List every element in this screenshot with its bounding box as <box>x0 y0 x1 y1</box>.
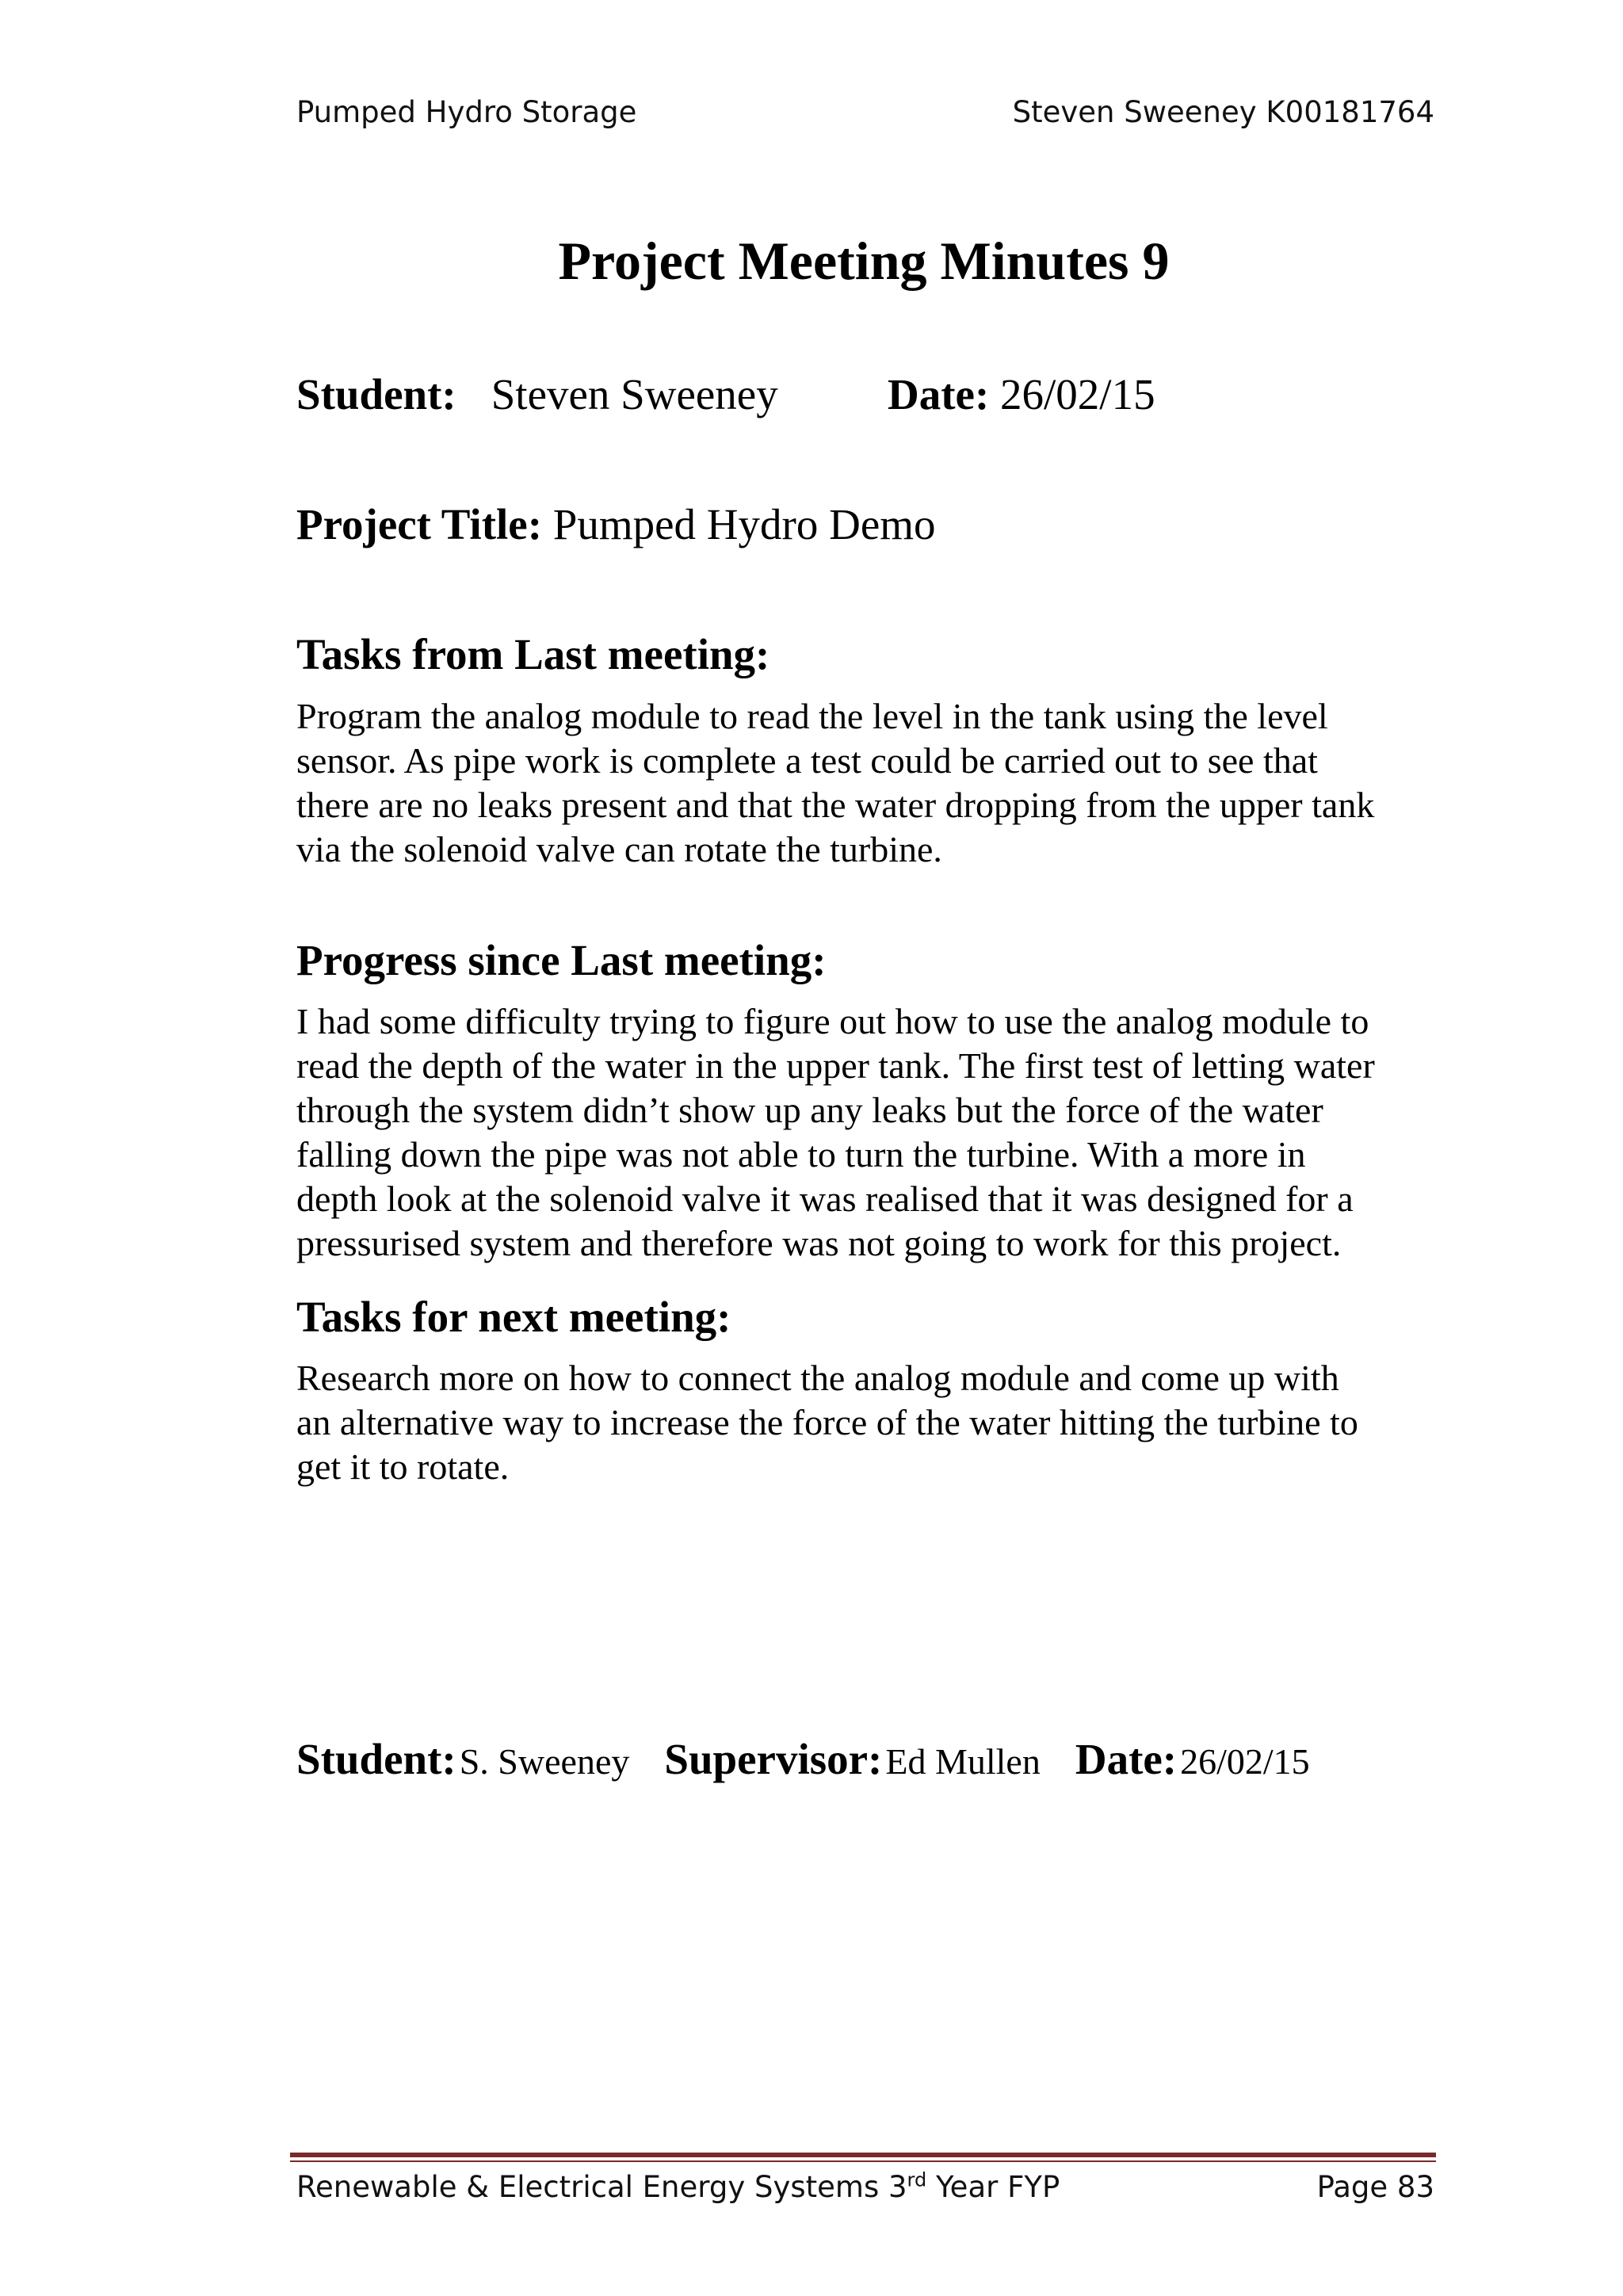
paragraph-line: read the depth of the water in the upper tank. The first test of letting water <box>296 1045 1375 1086</box>
student-date-line <box>296 369 1155 419</box>
tasks-last-heading: Tasks from Last meeting: <box>296 630 770 678</box>
footer-course-text: Renewable & Electrical Energy Systems 3 <box>296 2170 907 2204</box>
signoff-date-value: 26/02/15 <box>1180 1741 1310 1782</box>
paragraph-line: depth look at the solenoid valve it was realised that it was designed for a <box>296 1179 1354 1219</box>
running-header-right: Steven Sweeney K00181764 <box>1012 95 1434 129</box>
paragraph-line: I had some difficulty trying to figure out how to use the analog module to <box>296 1001 1369 1041</box>
signoff-line <box>296 1734 1310 1784</box>
footer-rule-thin <box>290 2160 1436 2162</box>
signoff-supervisor-label: Supervisor: <box>664 1735 883 1783</box>
progress-heading: Progress since Last meeting: <box>296 936 827 984</box>
running-header-left: Pumped Hydro Storage <box>296 95 637 129</box>
paragraph-line: there are no leaks present and that the water dropping from the upper tank <box>296 785 1375 825</box>
tasks-last-paragraph <box>296 694 1445 872</box>
project-title-label: Project Title: <box>296 500 543 548</box>
footer-ordinal-suffix: rd <box>907 2168 927 2191</box>
paragraph-line: an alternative way to increase the force of the water hitting the turbine to <box>296 1402 1358 1442</box>
paragraph-line: sensor. As pipe work is complete a test could be carried out to see that <box>296 740 1318 781</box>
signoff-date-label: Date: <box>1075 1735 1178 1783</box>
paragraph-line: via the solenoid valve can rotate the turbine. <box>296 829 942 869</box>
signoff-student-label: Student: <box>296 1735 456 1783</box>
student-label: Student: <box>296 370 456 418</box>
footer-rule-thick <box>290 2153 1436 2157</box>
page-number: Page 83 <box>1316 2170 1434 2204</box>
project-title-line <box>296 499 936 549</box>
paragraph-line: Research more on how to connect the analog module and come up with <box>296 1358 1339 1398</box>
paragraph-line: pressurised system and therefore was not going to work for this project. <box>296 1223 1342 1263</box>
paragraph-line: falling down the pipe was not able to turn the turbine. With a more in <box>296 1134 1306 1175</box>
date-label: Date: <box>888 370 990 418</box>
project-title-value: Pumped Hydro Demo <box>552 500 936 548</box>
signoff-supervisor-value: Ed Mullen <box>885 1741 1041 1782</box>
tasks-next-heading: Tasks for next meeting: <box>296 1293 731 1341</box>
paragraph-line: Program the analog module to read the level in the tank using the level <box>296 696 1328 736</box>
date-value: 26/02/15 <box>1000 370 1155 418</box>
tasks-next-paragraph <box>296 1356 1445 1489</box>
page-title: Project Meeting Minutes 9 <box>558 231 1170 291</box>
footer-year-text: Year FYP <box>926 2170 1060 2204</box>
paragraph-line: through the system didn’t show up any leaks but the force of the water <box>296 1090 1323 1130</box>
signoff-student-value: S. Sweeney <box>459 1741 630 1782</box>
student-name: Steven Sweeney <box>491 370 778 418</box>
date-block <box>888 369 1155 419</box>
progress-paragraph <box>296 999 1445 1266</box>
running-footer-left <box>296 2170 1060 2204</box>
paragraph-line: get it to rotate. <box>296 1446 510 1487</box>
